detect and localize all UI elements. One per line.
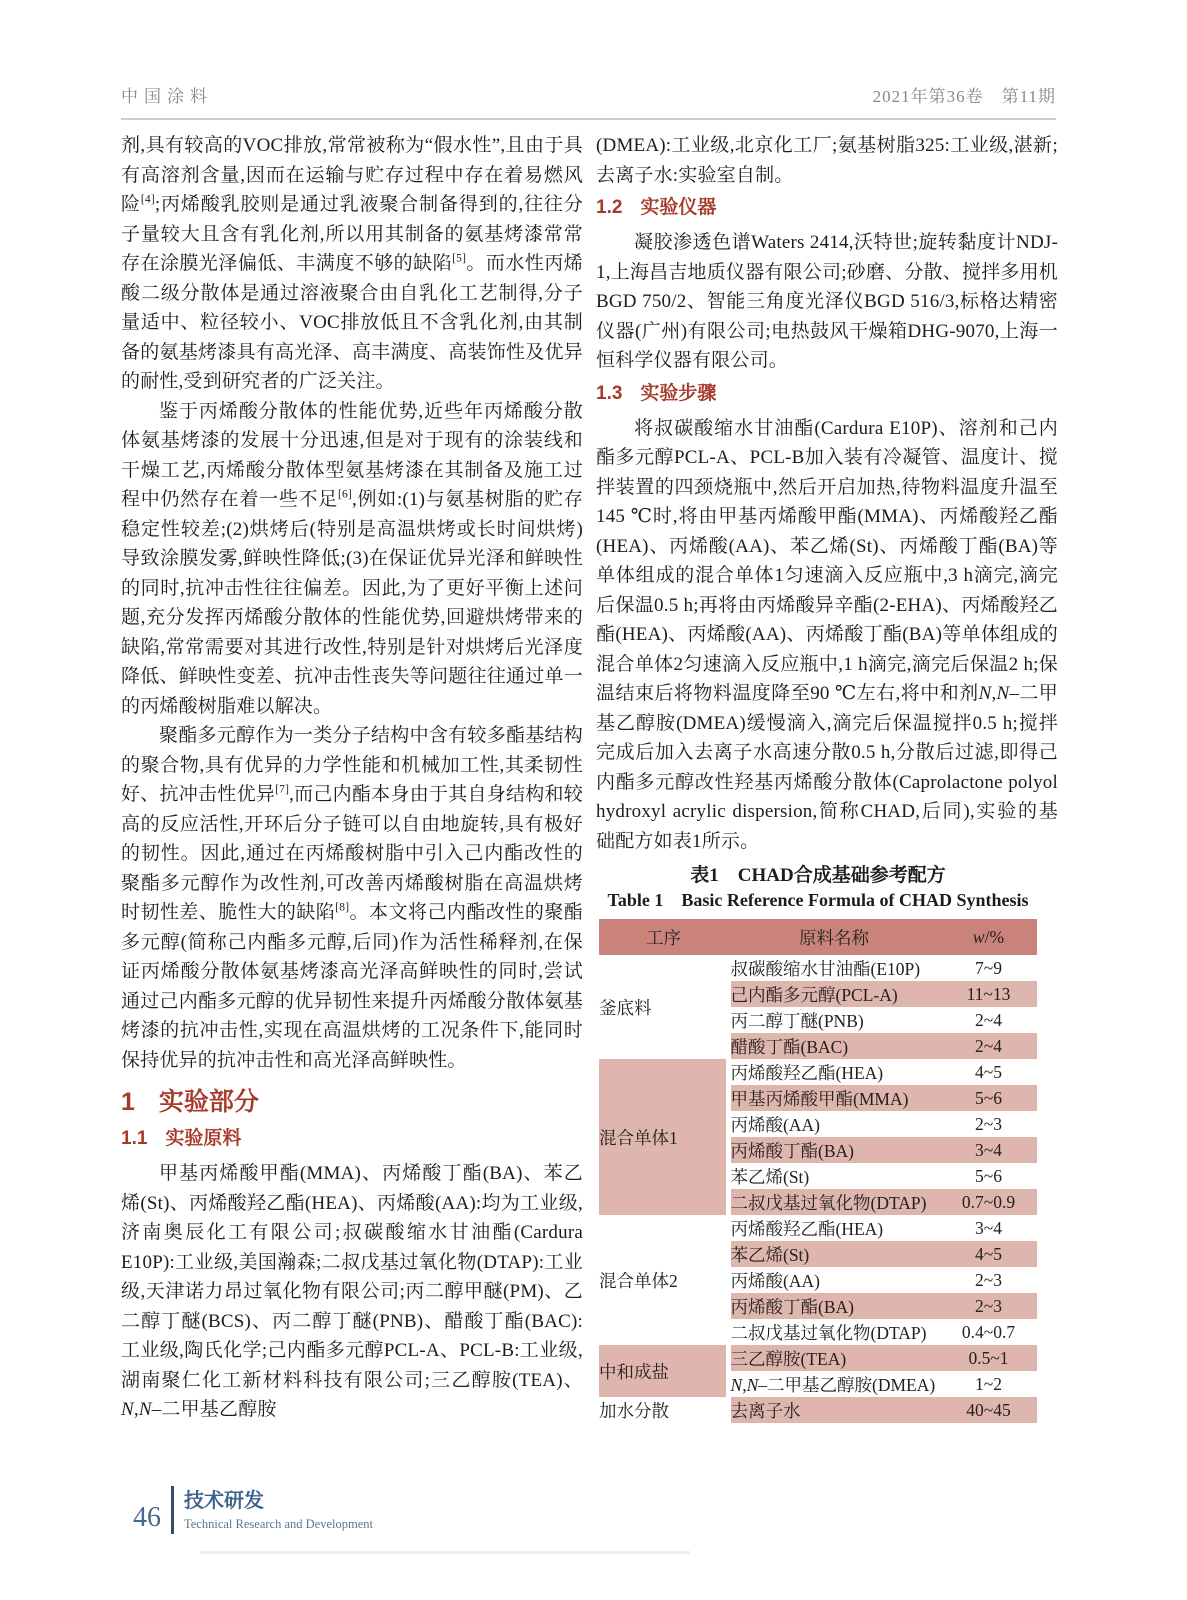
material-cell: 二叔戊基过氧化物(DTAP) bbox=[728, 1319, 940, 1345]
value-cell: 2~3 bbox=[940, 1267, 1037, 1293]
value-cell: 0.5~1 bbox=[940, 1345, 1037, 1371]
footer-section-en: Technical Research and Development bbox=[184, 1516, 373, 1531]
running-head bbox=[121, 82, 1056, 107]
section-number: 1 bbox=[121, 1088, 135, 1116]
process-cell: 混合单体1 bbox=[599, 1059, 728, 1215]
value-cell: 7~9 bbox=[940, 955, 1037, 981]
value-cell: 11~13 bbox=[940, 981, 1037, 1007]
material-cell: 三乙醇胺(TEA) bbox=[728, 1345, 940, 1371]
table-header-row bbox=[599, 919, 1037, 955]
paragraph: 甲基丙烯酸甲酯(MMA)、丙烯酸丁酯(BA)、苯乙烯(St)、丙烯酸羟乙酯(HEA)、丙烯酸(AA):均为工业级,济南奥辰化工有限公司;叔碳酸缩水甘油酯(Cardura E10P):工业级,美国瀚森;二叔戊基过氧化物(DTAP):工业级,天津诺力昂过氧化物有限公司;丙二醇甲醚(PM)、乙二醇丁醚(BCS)、丙二醇丁醚(PNB)、醋酸丁酯(BAC):工业级,陶氏化学;己内酯多元醇PCL-A、PCL-B:工业级,湖南聚仁化工新材料科技有限公司;三乙醇胺(TEA)、N,N–二甲基乙醇胺 bbox=[121, 1163, 583, 1420]
journal-name: 中国涂料 bbox=[121, 87, 213, 106]
subsection-number: 1.3 bbox=[596, 382, 623, 404]
subsection-heading-procedure bbox=[596, 382, 1058, 406]
page-number: 46 bbox=[133, 1502, 161, 1533]
page-footer bbox=[133, 1484, 373, 1536]
material-cell: 苯乙烯(St) bbox=[728, 1241, 940, 1267]
value-cell: 3~4 bbox=[940, 1215, 1037, 1241]
paragraph: 鉴于丙烯酸分散体的性能优势,近些年丙烯酸分散体氨基烤漆的发展十分迅速,但是对于现有的涂装线和干燥工艺,丙烯酸分散体型氨基烤漆在其制备及施工过程中仍然存在着一些不足[6],例如:(1)与氨基树脂的贮存稳定性较差;(2)烘烤后(特别是高温烘烤或长时间烘烤)导致涂膜发雾,鲜映性降低;(3)在保证优异光泽和鲜映性的同时,抗冲击性往往偏差。因此,为了更好平衡上述问题,充分发挥丙烯酸分散体的性能优势,回避烘烤带来的缺陷,常常需要对其进行改性,特别是针对烘烤后光泽度降低、鲜映性变差、抗冲击性丧失等问题往往通过单一的丙烯酸树脂难以解决。 bbox=[121, 400, 583, 717]
material-cell: 丙烯酸(AA) bbox=[728, 1111, 940, 1137]
formula-table bbox=[599, 919, 1040, 1423]
material-cell: 丙二醇丁醚(PNB) bbox=[728, 1007, 940, 1033]
subsection-title: 实验仪器 bbox=[640, 197, 717, 218]
table-column-header: 原料名称 bbox=[728, 919, 940, 955]
section-heading-experimental bbox=[121, 1085, 583, 1119]
paragraph: 聚酯多元醇作为一类分子结构中含有较多酯基结构的聚合物,具有优异的力学性能和机械加工性,其柔韧性好、抗冲击性优异[7],而己内酯本身由于其自身结构和较高的反应活性,开环后分子链可以自由地旋转,具有极好的韧性。因此,通过在丙烯酸树脂中引入己内酯改性的聚酯多元醇作为改性剂,可改善丙烯酸树脂在高温烘烤时韧性差、脆性大的缺陷[8]。本文将己内酯改性的聚酯多元醇(简称己内酯多元醇,后同)作为活性稀释剂,在保证丙烯酸分散体氨基烤漆高光泽高鲜映性的同时,尝试通过己内酯多元醇的优异韧性来提升丙烯酸分散体氨基烤漆的抗冲击性,实现在高温烘烤的工况条件下,能同时保持优异的抗冲击性和高光泽高鲜映性。 bbox=[121, 725, 584, 1071]
paragraph: 将叔碳酸缩水甘油酯(Cardura E10P)、溶剂和己内酯多元醇PCL-A、PCL-B加入装有冷凝管、温度计、搅拌装置的四颈烧瓶中,然后开启加热,待物料温度升温至145 ℃时,将由甲基丙烯酸甲酯(MMA)、丙烯酸羟乙酯(HEA)、丙烯酸(AA)、苯乙烯(St)、丙烯酸丁酯(BA)等单体组成的混合单体1匀速滴入反应瓶中,3 h滴完,滴完后保温0.5 h;再将由丙烯酸异辛酯(2-EHA)、丙烯酸羟乙酯(HEA)、丙烯酸(AA)、丙烯酸丁酯(BA)等单体组成的混合单体2匀速滴入反应瓶中,1 h滴完,滴完后保温2 h;保温结束后将物料温度降至90 ℃左右,将中和剂N,N–二甲基乙醇胺(DMEA)缓慢滴入,滴完后保温搅拌0.5 h;搅拌完成后加入去离子水高速分散0.5 h,分散后过滤,即得己内酯多元醇改性羟基丙烯酸分散体(Caprolactone polyol hydroxyl acrylic dispersion,简称CHAD,后同),实验的基础配方如表1所示。 bbox=[596, 417, 1058, 852]
material-cell: 二叔戊基过氧化物(DTAP) bbox=[728, 1189, 940, 1215]
footer-section bbox=[184, 1489, 373, 1532]
header-rule bbox=[121, 118, 1056, 120]
table-row bbox=[599, 1059, 1037, 1085]
footer-section-zh: 技术研发 bbox=[184, 1489, 264, 1512]
value-cell: 2~4 bbox=[940, 1033, 1037, 1059]
value-cell: 2~4 bbox=[940, 1007, 1037, 1033]
subsection-heading-instruments bbox=[596, 196, 1058, 220]
value-cell: 5~6 bbox=[940, 1163, 1037, 1189]
material-cell: 丙烯酸丁酯(BA) bbox=[728, 1137, 940, 1163]
right-column bbox=[596, 131, 1058, 1423]
table-column-header: w/% bbox=[940, 919, 1037, 955]
formula-table-block bbox=[599, 864, 1037, 1423]
material-cell: 甲基丙烯酸甲酯(MMA) bbox=[728, 1085, 940, 1111]
value-cell: 0.7~0.9 bbox=[940, 1189, 1037, 1215]
footer-shadow-rule bbox=[200, 1551, 690, 1554]
material-cell: 醋酸丁酯(BAC) bbox=[728, 1033, 940, 1059]
paragraph: 凝胶渗透色谱Waters 2414,沃特世;旋转黏度计NDJ-1,上海昌吉地质仪器有限公司;砂磨、分散、搅拌多用机BGD 750/2、智能三角度光泽仪BGD 516/3,标格达精密仪器(广州)有限公司;电热鼓风干燥箱DHG-9070,上海一恒科学仪器有限公司。 bbox=[596, 232, 1058, 371]
subsection-title: 实验原料 bbox=[165, 1128, 242, 1149]
value-cell: 5~6 bbox=[940, 1085, 1037, 1111]
table-row bbox=[599, 1345, 1037, 1371]
material-cell: 丙烯酸(AA) bbox=[728, 1267, 940, 1293]
value-cell: 3~4 bbox=[940, 1137, 1037, 1163]
left-column bbox=[121, 131, 583, 1425]
material-cell: 丙烯酸羟乙酯(HEA) bbox=[728, 1059, 940, 1085]
table-title-zh: 表1 CHAD合成基础参考配方 bbox=[690, 865, 946, 886]
value-cell: 4~5 bbox=[940, 1059, 1037, 1085]
table-column-header: 工序 bbox=[599, 919, 728, 955]
value-cell: 4~5 bbox=[940, 1241, 1037, 1267]
table-row bbox=[599, 1215, 1037, 1241]
material-cell: N,N–二甲基乙醇胺(DMEA) bbox=[728, 1371, 940, 1397]
value-cell: 2~3 bbox=[940, 1293, 1037, 1319]
process-cell: 中和成盐 bbox=[599, 1345, 728, 1397]
material-cell: 丙烯酸羟乙酯(HEA) bbox=[728, 1215, 940, 1241]
paragraph: (DMEA):工业级,北京化工厂;氨基树脂325:工业级,湛新;去离子水:实验室自制。 bbox=[596, 135, 1058, 186]
subsection-heading-materials bbox=[121, 1127, 583, 1151]
value-cell: 1~2 bbox=[940, 1371, 1037, 1397]
value-cell: 2~3 bbox=[940, 1111, 1037, 1137]
section-title: 实验部分 bbox=[158, 1088, 259, 1116]
material-cell: 苯乙烯(St) bbox=[728, 1163, 940, 1189]
table-row bbox=[599, 955, 1037, 981]
paragraph: 剂,具有较高的VOC排放,常常被称为“假水性”,且由于具有高溶剂含量,因而在运输与贮存过程中存在着易燃风险[4];丙烯酸乳胶则是通过乳液聚合制备得到的,往往分子量较大且含有乳化剂,所以用其制备的氨基烤漆常常存在涂膜光泽偏低、丰满度不够的缺陷[5]。而水性丙烯酸二级分散体是通过溶液聚合由自乳化工艺制得,分子量适中、粒径较小、VOC排放低且不含乳化剂,由其制备的氨基烤漆具有高光泽、高丰满度、高装饰性及优异的耐性,受到研究者的广泛关注。 bbox=[121, 135, 584, 392]
subsection-number: 1.2 bbox=[596, 197, 623, 218]
material-cell: 叔碳酸缩水甘油酯(E10P) bbox=[728, 955, 940, 981]
value-cell: 40~45 bbox=[940, 1397, 1037, 1423]
process-cell: 加水分散 bbox=[599, 1397, 728, 1423]
issue-info: 2021年第36卷 第11期 bbox=[872, 87, 1056, 106]
process-cell: 混合单体2 bbox=[599, 1215, 728, 1345]
process-cell: 釜底料 bbox=[599, 955, 728, 1059]
subsection-title: 实验步骤 bbox=[640, 382, 717, 404]
table-title-en: Table 1 Basic Reference Formula of CHAD Synthesis bbox=[607, 890, 1029, 910]
value-cell: 0.4~0.7 bbox=[940, 1319, 1037, 1345]
material-cell: 去离子水 bbox=[728, 1397, 940, 1423]
table-row bbox=[599, 1397, 1037, 1423]
material-cell: 己内酯多元醇(PCL-A) bbox=[728, 981, 940, 1007]
material-cell: 丙烯酸丁酯(BA) bbox=[728, 1293, 940, 1319]
footer-divider-bar bbox=[171, 1486, 174, 1534]
subsection-number: 1.1 bbox=[121, 1128, 148, 1149]
